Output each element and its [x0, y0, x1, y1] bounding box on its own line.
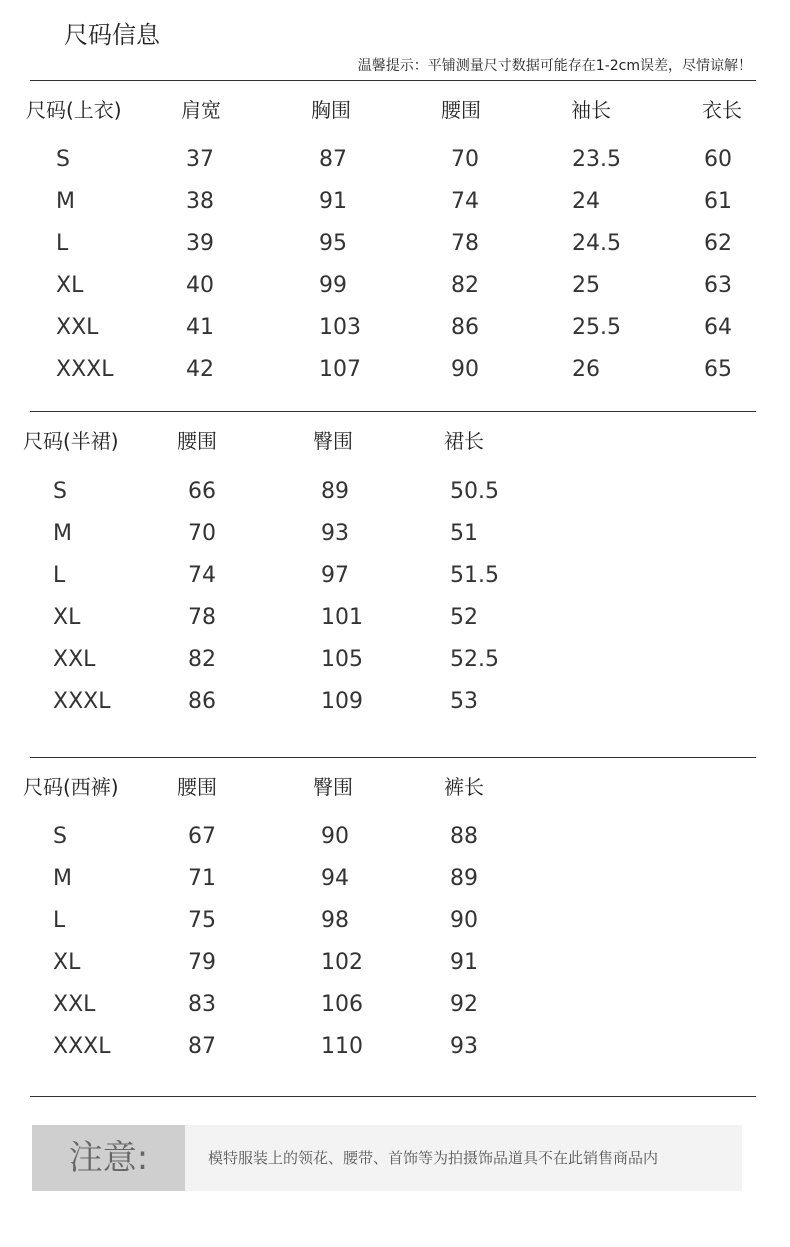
- size-cell: S: [56, 147, 70, 172]
- value-cell: 37: [186, 147, 214, 172]
- table-header: 臀围: [313, 429, 353, 453]
- size-cell: L: [53, 563, 66, 588]
- value-cell: 70: [451, 147, 479, 172]
- value-cell: 42: [186, 357, 214, 382]
- value-cell: 67: [188, 824, 216, 849]
- value-cell: 89: [321, 479, 349, 504]
- value-cell: 41: [186, 315, 214, 340]
- table-header: 袖长: [571, 98, 611, 122]
- table-header: 肩宽: [181, 98, 221, 122]
- value-cell: 51.5: [450, 563, 499, 588]
- size-cell: XXL: [53, 992, 96, 1017]
- value-cell: 87: [319, 147, 347, 172]
- value-cell: 52: [450, 605, 478, 630]
- table-header: 裙长: [444, 429, 484, 453]
- table-header: 裤长: [444, 775, 484, 799]
- value-cell: 70: [188, 521, 216, 546]
- divider: [30, 757, 756, 758]
- value-cell: 53: [450, 689, 478, 714]
- table-header: 腰围: [177, 429, 217, 453]
- value-cell: 103: [319, 315, 361, 340]
- value-cell: 40: [186, 273, 214, 298]
- divider: [30, 411, 756, 412]
- value-cell: 50.5: [450, 479, 499, 504]
- value-cell: 109: [321, 689, 363, 714]
- value-cell: 88: [450, 824, 478, 849]
- size-cell: XXXL: [53, 1034, 111, 1059]
- value-cell: 65: [704, 357, 732, 382]
- table-header: 衣长: [702, 98, 742, 122]
- size-cell: XL: [53, 950, 81, 975]
- size-cell: XXL: [53, 647, 96, 672]
- size-cell: XL: [56, 273, 84, 298]
- size-cell: L: [56, 231, 69, 256]
- page-title: 尺码信息: [64, 21, 160, 49]
- value-cell: 82: [188, 647, 216, 672]
- value-cell: 23.5: [572, 147, 621, 172]
- value-cell: 51: [450, 521, 478, 546]
- value-cell: 110: [321, 1034, 363, 1059]
- value-cell: 94: [321, 866, 349, 891]
- value-cell: 90: [321, 824, 349, 849]
- size-cell: XXL: [56, 315, 99, 340]
- notice-text: 模特服装上的领花、腰带、首饰等为拍摄饰品道具不在此销售商品内: [208, 1149, 659, 1167]
- value-cell: 61: [704, 189, 732, 214]
- value-cell: 64: [704, 315, 732, 340]
- value-cell: 78: [451, 231, 479, 256]
- table-header: 腰围: [177, 775, 217, 799]
- value-cell: 78: [188, 605, 216, 630]
- divider: [30, 80, 756, 81]
- value-cell: 66: [188, 479, 216, 504]
- table-header: 臀围: [313, 775, 353, 799]
- value-cell: 98: [321, 908, 349, 933]
- value-cell: 52.5: [450, 647, 499, 672]
- value-cell: 82: [451, 273, 479, 298]
- value-cell: 89: [450, 866, 478, 891]
- value-cell: 99: [319, 273, 347, 298]
- table-header: 尺码(上衣): [26, 98, 122, 122]
- value-cell: 102: [321, 950, 363, 975]
- value-cell: 71: [188, 866, 216, 891]
- value-cell: 62: [704, 231, 732, 256]
- value-cell: 86: [188, 689, 216, 714]
- value-cell: 90: [450, 908, 478, 933]
- value-cell: 95: [319, 231, 347, 256]
- table-header: 尺码(半裙): [23, 429, 119, 453]
- value-cell: 24.5: [572, 231, 621, 256]
- table-header: 胸围: [311, 98, 351, 122]
- size-cell: M: [56, 189, 75, 214]
- value-cell: 26: [572, 357, 600, 382]
- value-cell: 74: [188, 563, 216, 588]
- value-cell: 25.5: [572, 315, 621, 340]
- measurement-tip: 温馨提示：平铺测量尺寸数据可能存在1-2cm误差，尽情谅解！: [357, 58, 752, 74]
- table-header: 腰围: [441, 98, 481, 122]
- value-cell: 86: [451, 315, 479, 340]
- value-cell: 97: [321, 563, 349, 588]
- value-cell: 92: [450, 992, 478, 1017]
- divider: [30, 1096, 756, 1097]
- size-cell: M: [53, 866, 72, 891]
- value-cell: 38: [186, 189, 214, 214]
- value-cell: 75: [188, 908, 216, 933]
- value-cell: 91: [319, 189, 347, 214]
- value-cell: 74: [451, 189, 479, 214]
- value-cell: 90: [451, 357, 479, 382]
- value-cell: 63: [704, 273, 732, 298]
- value-cell: 106: [321, 992, 363, 1017]
- value-cell: 87: [188, 1034, 216, 1059]
- value-cell: 83: [188, 992, 216, 1017]
- size-cell: XXXL: [53, 689, 111, 714]
- size-cell: M: [53, 521, 72, 546]
- table-header: 尺码(西裤): [23, 775, 119, 799]
- size-cell: S: [53, 479, 67, 504]
- value-cell: 93: [321, 521, 349, 546]
- value-cell: 60: [704, 147, 732, 172]
- size-cell: XXXL: [56, 357, 114, 382]
- value-cell: 24: [572, 189, 600, 214]
- size-cell: S: [53, 824, 67, 849]
- size-cell: XL: [53, 605, 81, 630]
- value-cell: 79: [188, 950, 216, 975]
- notice-label: 注意:: [32, 1125, 185, 1191]
- value-cell: 93: [450, 1034, 478, 1059]
- value-cell: 107: [319, 357, 361, 382]
- size-cell: L: [53, 908, 66, 933]
- value-cell: 25: [572, 273, 600, 298]
- value-cell: 39: [186, 231, 214, 256]
- value-cell: 105: [321, 647, 363, 672]
- notice-banner: [32, 1125, 742, 1191]
- value-cell: 101: [321, 605, 363, 630]
- value-cell: 91: [450, 950, 478, 975]
